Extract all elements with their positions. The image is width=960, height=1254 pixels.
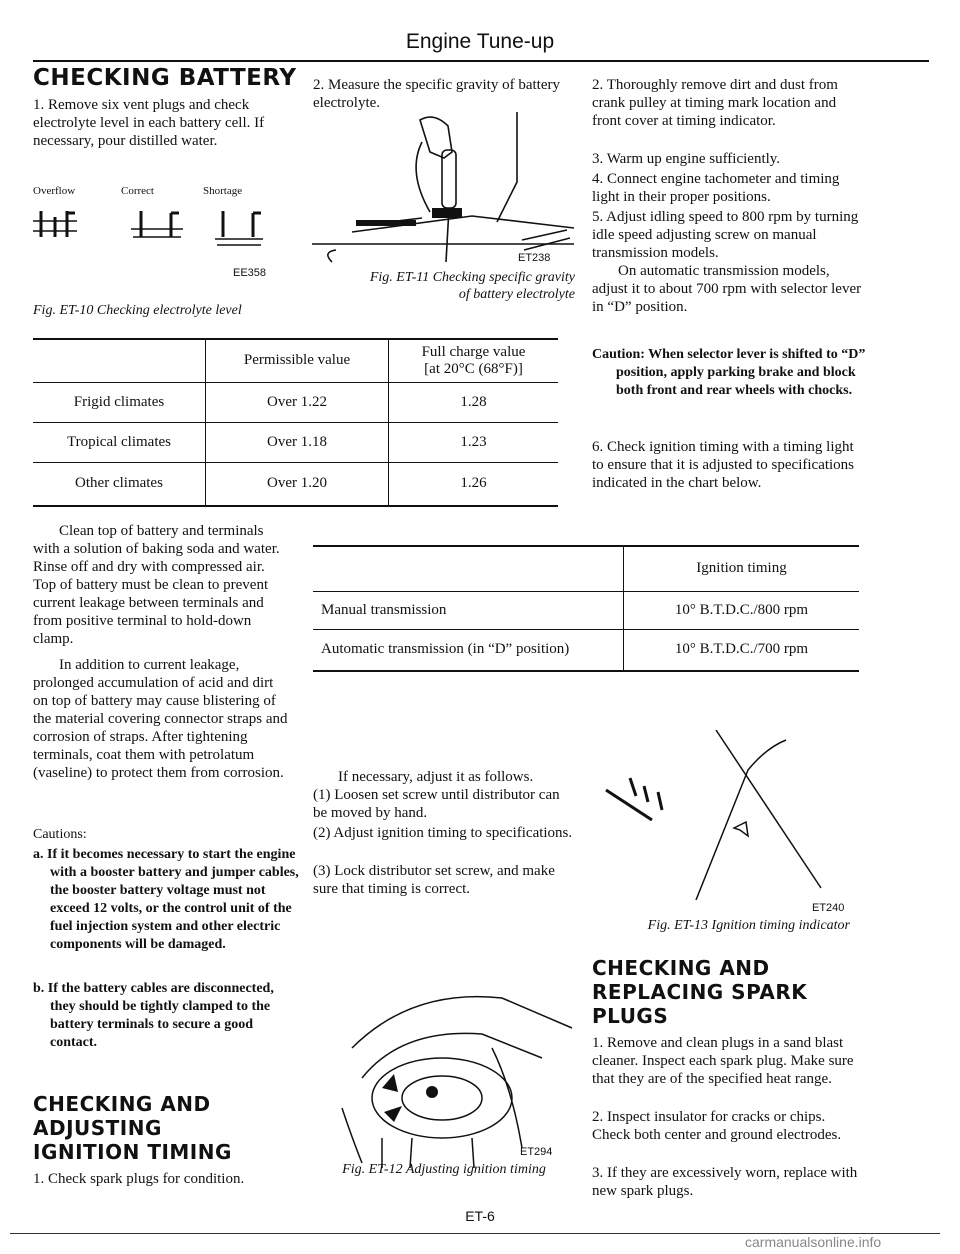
clean-battery-paragraph: Clean top of battery and terminals with a solution of baking soda and water. Rinse off and dry with compressed air. Top of battery must be clean to prevent current leakage between terminals and from positive terminal to hold-down clamp. [33, 523, 280, 647]
heading-ignition-timing-l1: CHECKING AND [33, 1092, 211, 1116]
spark-step-3: 3. If they are excessively worn, replace with new spark plugs. [592, 1165, 858, 1199]
table-row [33, 382, 558, 422]
label-correct: Correct [121, 185, 154, 197]
table-cell: Tropical climates [33, 422, 206, 462]
table-header-cell [33, 340, 206, 382]
fig11-caption: Fig. ET-11 Checking specific gravity [369, 270, 575, 285]
watermark: carmanualsonline.info [745, 1234, 882, 1250]
battery-step-2: 2. Measure the specific gravity of battery electrolyte. [313, 77, 560, 111]
fig12-code: ET294 [520, 1146, 553, 1158]
header-rule [33, 60, 929, 62]
table-cell: Manual transmission [313, 591, 624, 629]
table-cell: Automatic transmission (in “D” position) [313, 629, 624, 671]
spark-step-2: 2. Inspect insulator for cracks or chips. Check both center and ground electrodes. [592, 1109, 842, 1143]
fig13-caption: Fig. ET-13 Ignition timing indicator [647, 918, 850, 933]
table-row [33, 422, 558, 462]
table-header-cell: Ignition timing [624, 547, 860, 591]
label-overflow: Overflow [33, 185, 76, 197]
timing-step-4: 4. Connect engine tachometer and timing light in their proper positions. [592, 171, 840, 205]
fig11-code: ET238 [518, 252, 551, 264]
table-cell: 1.28 [389, 382, 559, 422]
adjust-step-2: (2) Adjust ignition timing to specifications. [313, 825, 573, 841]
table-header-row [33, 340, 558, 382]
hydrometer-illustration [312, 112, 574, 272]
table-header-cell [389, 340, 559, 382]
heading-spark-plugs-l1: CHECKING AND [592, 956, 770, 980]
full-charge-temp: [at 20°C (68°F)] [424, 360, 523, 377]
heading-ignition-timing-l3: IGNITION TIMING [33, 1140, 232, 1164]
table-header-cell [313, 547, 624, 591]
table-cell: Other climates [33, 462, 206, 506]
table-cell: Over 1.18 [206, 422, 389, 462]
figure-electrolyte-level [33, 185, 288, 325]
current-leakage-paragraph: In addition to current leakage, prolonged accumulation of acid and dirt on top of battery may cause blistering of the material covering connector straps and corrosion of straps. After tightening terminals, coat them with petrolatum (vaseline) to protect them from corrosion. [33, 657, 288, 781]
table-cell: 1.23 [389, 422, 559, 462]
table-cell: Over 1.20 [206, 462, 389, 506]
caution-a: a. If it becomes necessary to start the engine with a booster battery and jumper cables, the booster battery voltage must not exceed 12 volts, or the control unit of the fuel injection system and other electric components will be damaged. [33, 847, 299, 952]
timing-caution: Caution: When selector lever is shifted to “D” position, apply parking brake and block both front and rear wheels with chocks. [592, 347, 866, 398]
table-row [313, 591, 859, 629]
adjust-intro: If necessary, adjust it as follows. [338, 769, 534, 785]
battery-step-1: 1. Remove six vent plugs and check electrolyte level in each battery cell. If necessary, pour distilled water. [33, 97, 265, 149]
timing-step-5b: On automatic transmission models, adjust it to about 700 rpm with selector lever in “D” position. [592, 263, 862, 315]
heading-spark-plugs-l2: REPLACING SPARK [592, 980, 808, 1004]
timing-step-2: 2. Thoroughly remove dirt and dust from crank pulley at timing mark location and front cover at timing indicator. [592, 77, 838, 129]
timing-step-5: 5. Adjust idling speed to 800 rpm by turning idle speed adjusting screw on manual transmission models. [592, 209, 859, 261]
distributor-illustration [322, 988, 578, 1168]
table-cell: Over 1.22 [206, 382, 389, 422]
cautions-title: Cautions: [33, 827, 87, 842]
label-shortage: Shortage [203, 185, 243, 197]
timing-step-6: 6. Check ignition timing with a timing light to ensure that it is adjusted to specifications indicated in the chart below. [592, 439, 855, 491]
table-row [33, 462, 558, 506]
ignition-timing-table [313, 547, 859, 672]
table-header-cell: Permissible value [206, 340, 389, 382]
fig10-caption: Fig. ET-10 Checking electrolyte level [33, 303, 242, 318]
heading-spark-plugs-l3: PLUGS [592, 1004, 669, 1028]
fig12-caption: Fig. ET-12 Adjusting ignition timing [342, 1162, 546, 1177]
fig11-caption-2: of battery electrolyte [458, 287, 575, 302]
table-header-row [313, 547, 859, 591]
page-header: Engine Tune-up [405, 30, 555, 53]
table-cell: Frigid climates [33, 382, 206, 422]
table-cell: 10° B.T.D.C./700 rpm [624, 629, 860, 671]
caution-b: b. If the battery cables are disconnected, they should be tightly clamped to the battery terminals to secure a good contact. [33, 981, 274, 1050]
timing-indicator-illustration [596, 730, 846, 900]
table-cell: 10° B.T.D.C./800 rpm [624, 591, 860, 629]
specific-gravity-table [33, 340, 558, 507]
page-number: ET-6 [465, 1208, 495, 1224]
fig10-code: EE358 [233, 267, 267, 279]
full-charge-label: Full charge value [421, 343, 526, 360]
electrolyte-level-drawing [33, 207, 288, 251]
heading-ignition-timing-l2: ADJUSTING [33, 1116, 162, 1140]
timing-step-3: 3. Warm up engine sufficiently. [592, 151, 781, 167]
adjust-step-3: (3) Lock distributor set screw, and make sure that timing is correct. [313, 863, 555, 897]
spark-step-1: 1. Remove and clean plugs in a sand blast cleaner. Inspect each spark plug. Make sure that they are of the specified heat range. [592, 1035, 854, 1087]
adjust-step-1: (1) Loosen set screw until distributor can be moved by hand. [313, 787, 560, 821]
table-cell: 1.26 [389, 462, 559, 506]
table-row [313, 629, 859, 671]
heading-checking-battery: CHECKING BATTERY [33, 65, 297, 91]
ignition-step-1: 1. Check spark plugs for condition. [33, 1171, 245, 1187]
fig13-code: ET240 [812, 902, 845, 914]
